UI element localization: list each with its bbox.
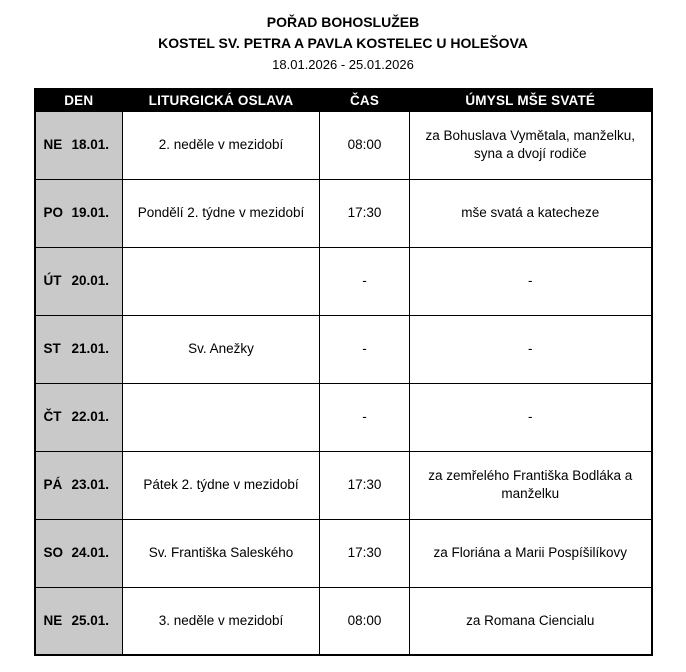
day-date: 22.01.: [71, 409, 110, 425]
day-abbr: NE: [43, 137, 63, 153]
table-row: [35, 111, 652, 179]
col-header-den: DEN: [35, 89, 123, 111]
day-abbr: ST: [43, 341, 61, 357]
table-row: [35, 587, 652, 655]
day-date: 20.01.: [71, 273, 110, 289]
day-cell: [35, 587, 123, 655]
table-row: [35, 179, 652, 247]
day-cell: [35, 111, 123, 179]
schedule-table: [34, 88, 653, 656]
time-cell: -: [320, 383, 410, 451]
doc-date-range: 18.01.2026 - 25.01.2026: [272, 57, 414, 72]
celebration-cell: 2. neděle v mezidobí: [123, 111, 320, 179]
day-date: 21.01.: [71, 341, 110, 357]
table-row: [35, 247, 652, 315]
day-date: 19.01.: [71, 205, 110, 221]
celebration-cell: 3. neděle v mezidobí: [123, 587, 320, 655]
celebration-cell: Pátek 2. týdne v mezidobí: [123, 451, 320, 519]
doc-subtitle: KOSTEL SV. PETRA A PAVLA KOSTELEC U HOLEŠOVA: [158, 35, 528, 51]
day-cell: [35, 179, 123, 247]
intention-cell: za zemřelého Františka Bodláka a manželku: [410, 451, 652, 519]
intention-cell: za Romana Ciencialu: [410, 587, 652, 655]
day-abbr: ČT: [43, 409, 62, 425]
time-cell: 08:00: [320, 111, 410, 179]
col-header-liturgicka-oslava: LITURGICKÁ OSLAVA: [123, 89, 320, 111]
celebration-cell: Sv. Františka Saleského: [123, 519, 320, 587]
day-abbr: ÚT: [43, 273, 62, 289]
celebration-cell: [123, 247, 320, 315]
day-cell: [35, 383, 123, 451]
time-cell: -: [320, 315, 410, 383]
time-cell: 08:00: [320, 587, 410, 655]
day-abbr: PÁ: [43, 477, 63, 493]
time-cell: 17:30: [320, 451, 410, 519]
table-row: [35, 383, 652, 451]
day-abbr: SO: [43, 545, 64, 561]
time-cell: -: [320, 247, 410, 315]
intention-cell: -: [410, 247, 652, 315]
day-date: 24.01.: [71, 545, 110, 561]
day-cell: [35, 451, 123, 519]
day-abbr: PO: [43, 205, 64, 221]
day-cell: [35, 315, 123, 383]
table-row: [35, 451, 652, 519]
table-row: [35, 519, 652, 587]
intention-cell: -: [410, 383, 652, 451]
document-header: [0, 12, 686, 74]
celebration-cell: [123, 383, 320, 451]
intention-cell: -: [410, 315, 652, 383]
day-date: 23.01.: [71, 477, 110, 493]
day-abbr: NE: [43, 612, 63, 628]
day-cell: [35, 247, 123, 315]
intention-cell: mše svatá a katecheze: [410, 179, 652, 247]
day-date: 18.01.: [71, 137, 110, 153]
col-header-cas: ČAS: [320, 89, 410, 111]
col-header-umysl: ÚMYSL MŠE SVATÉ: [410, 89, 652, 111]
intention-cell: za Floriána a Marii Pospíšilíkovy: [410, 519, 652, 587]
table-row: [35, 315, 652, 383]
celebration-cell: Sv. Anežky: [123, 315, 320, 383]
table-header-row: [35, 89, 652, 111]
day-cell: [35, 519, 123, 587]
intention-cell: za Bohuslava Vymětala, manželku, syna a dvojí rodiče: [410, 111, 652, 179]
time-cell: 17:30: [320, 179, 410, 247]
day-date: 25.01.: [71, 612, 110, 628]
time-cell: 17:30: [320, 519, 410, 587]
celebration-cell: Pondělí 2. týdne v mezidobí: [123, 179, 320, 247]
doc-title: POŘAD BOHOSLUŽEB: [266, 14, 420, 30]
